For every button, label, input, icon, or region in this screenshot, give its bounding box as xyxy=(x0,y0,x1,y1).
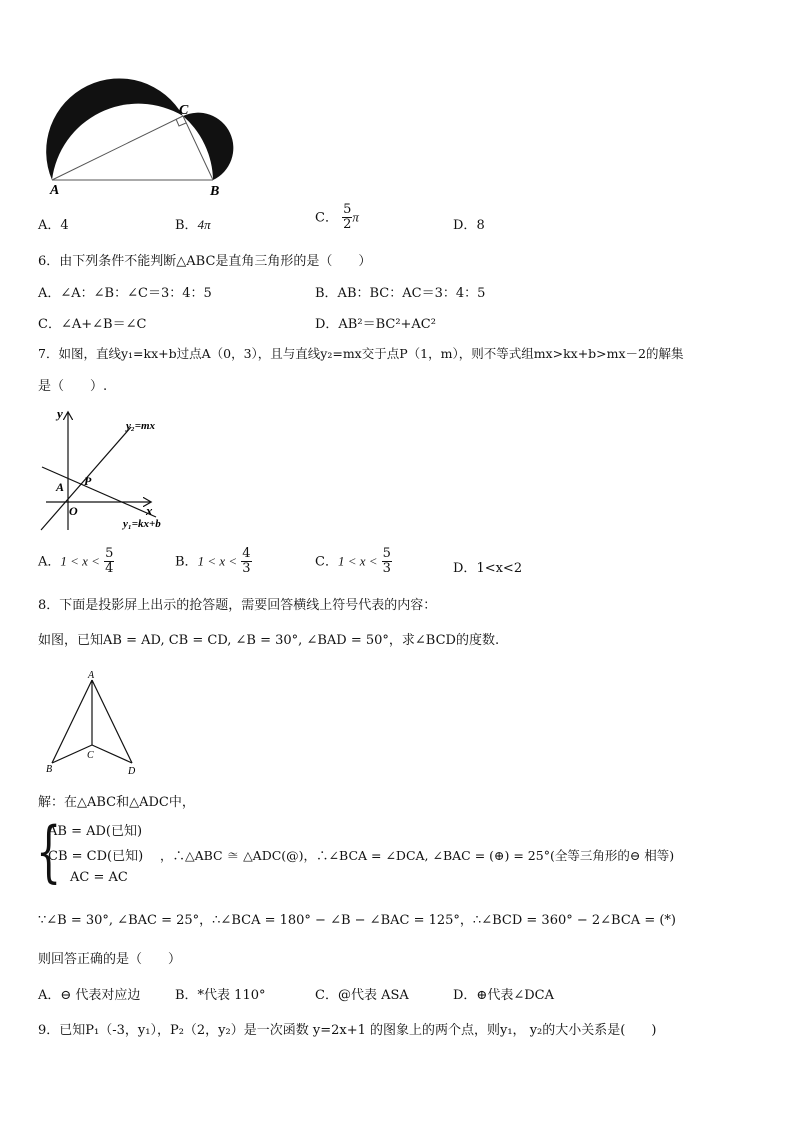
q6-stem: 6．由下列条件不能判断△ABC是直角三角形的是（ ） xyxy=(38,254,372,269)
label-a: A xyxy=(56,480,65,494)
q7-option-a: A．1 < x < $\frac{5}{4}$ xyxy=(38,546,114,577)
q8-solution-intro: 解：在△ABC和△ADC中， xyxy=(38,795,195,810)
q9-stem: 9．已知P₁（-3，y₁），P₂（2，y₂）是一次函数 y=2x+1 的图象上的两个点，则y₁， y₂的大小关系是( ) xyxy=(38,1023,657,1038)
q6-option-a: A．∠A：∠B：∠C＝3：4：5 xyxy=(38,286,212,301)
label-d: D xyxy=(128,766,136,777)
q8-stem: 8．下面是投影屏上出示的抢答题，需要回答横线上符号代表的内容： xyxy=(38,598,437,613)
label-y: y xyxy=(57,406,63,421)
q8-step2: ∵∠B = 30°, ∠BAC = 25°，∴∠BCA = 180° − ∠B − ∠BAC = 125°，∴∠BCD = 360° − 2∠BCA = (*) xyxy=(38,913,676,928)
fraction: $\frac{5}{2}$ xyxy=(343,202,352,233)
q6-option-c: C．∠A+∠B＝∠C xyxy=(38,317,147,332)
q8-option-c: C．@代表 ASA xyxy=(315,988,409,1003)
label-p: P xyxy=(84,474,92,488)
q5-figure xyxy=(40,78,240,200)
label-b: B xyxy=(46,764,53,775)
q8-figure xyxy=(40,668,150,778)
q7-option-c: C．1 < x < $\frac{5}{3}$ xyxy=(315,546,391,577)
left-brace: { xyxy=(36,813,62,890)
q7-stem-line2: 是（ ）. xyxy=(38,379,108,394)
q8-option-b: B．*代表 110° xyxy=(175,988,266,1003)
label-b: B xyxy=(210,184,220,199)
q7-figure xyxy=(38,405,188,535)
label-a: A xyxy=(88,670,95,681)
label-c: C xyxy=(87,750,94,761)
q8-option-d: D．⊕代表∠DCA xyxy=(453,988,554,1003)
label-o: O xyxy=(69,504,78,518)
q5-option-d: D．8 xyxy=(453,218,485,233)
label-y1: y₁=kx+b xyxy=(123,518,161,530)
q7-stem-line1: 7．如图，直线y₁=kx+b过点A（0，3），且与直线y₂=mx交于点P（1，m），则不等式组mx>kx+b>mx－2的解集 xyxy=(38,346,684,361)
q6-option-d: D．AB²＝BC²+AC² xyxy=(315,317,436,332)
q7-option-d: D．1<x<2 xyxy=(453,561,523,576)
q5-option-b: B．4π xyxy=(175,217,211,233)
q8-question: 则回答正确的是（ ） xyxy=(38,952,182,967)
q8-system-line1: AB = AD(已知) xyxy=(48,824,143,839)
label-x: x xyxy=(146,503,153,518)
q7-option-b: B．1 < x < $\frac{4}{3}$ xyxy=(175,546,251,577)
q8-system-line2: CB = CD(已知) xyxy=(48,849,144,864)
q8-congruence: ，∴△ABC ≅ △ADC(@)，∴∠BCA = ∠DCA, ∠BAC = (⊕) = 25°(全等三角形的⊖ 相等) xyxy=(160,848,675,863)
q5-option-a: A．4 xyxy=(38,218,69,233)
label-a: A xyxy=(50,183,60,198)
q8-system-line3: AC = AC xyxy=(70,870,128,885)
q8-given: 如图，已知AB = AD, CB = CD, ∠B = 30°, ∠BAD = 50°，求∠BCD的度数. xyxy=(38,633,500,648)
label-y2: y₂=mx xyxy=(126,420,156,432)
q6-option-b: B．AB：BC：AC＝3：4：5 xyxy=(315,286,486,301)
label-c: C xyxy=(179,103,189,118)
q8-option-a: A．⊖ 代表对应边 xyxy=(38,988,141,1003)
q5-option-c: C． $\frac{5}{2}$ π xyxy=(315,202,359,233)
